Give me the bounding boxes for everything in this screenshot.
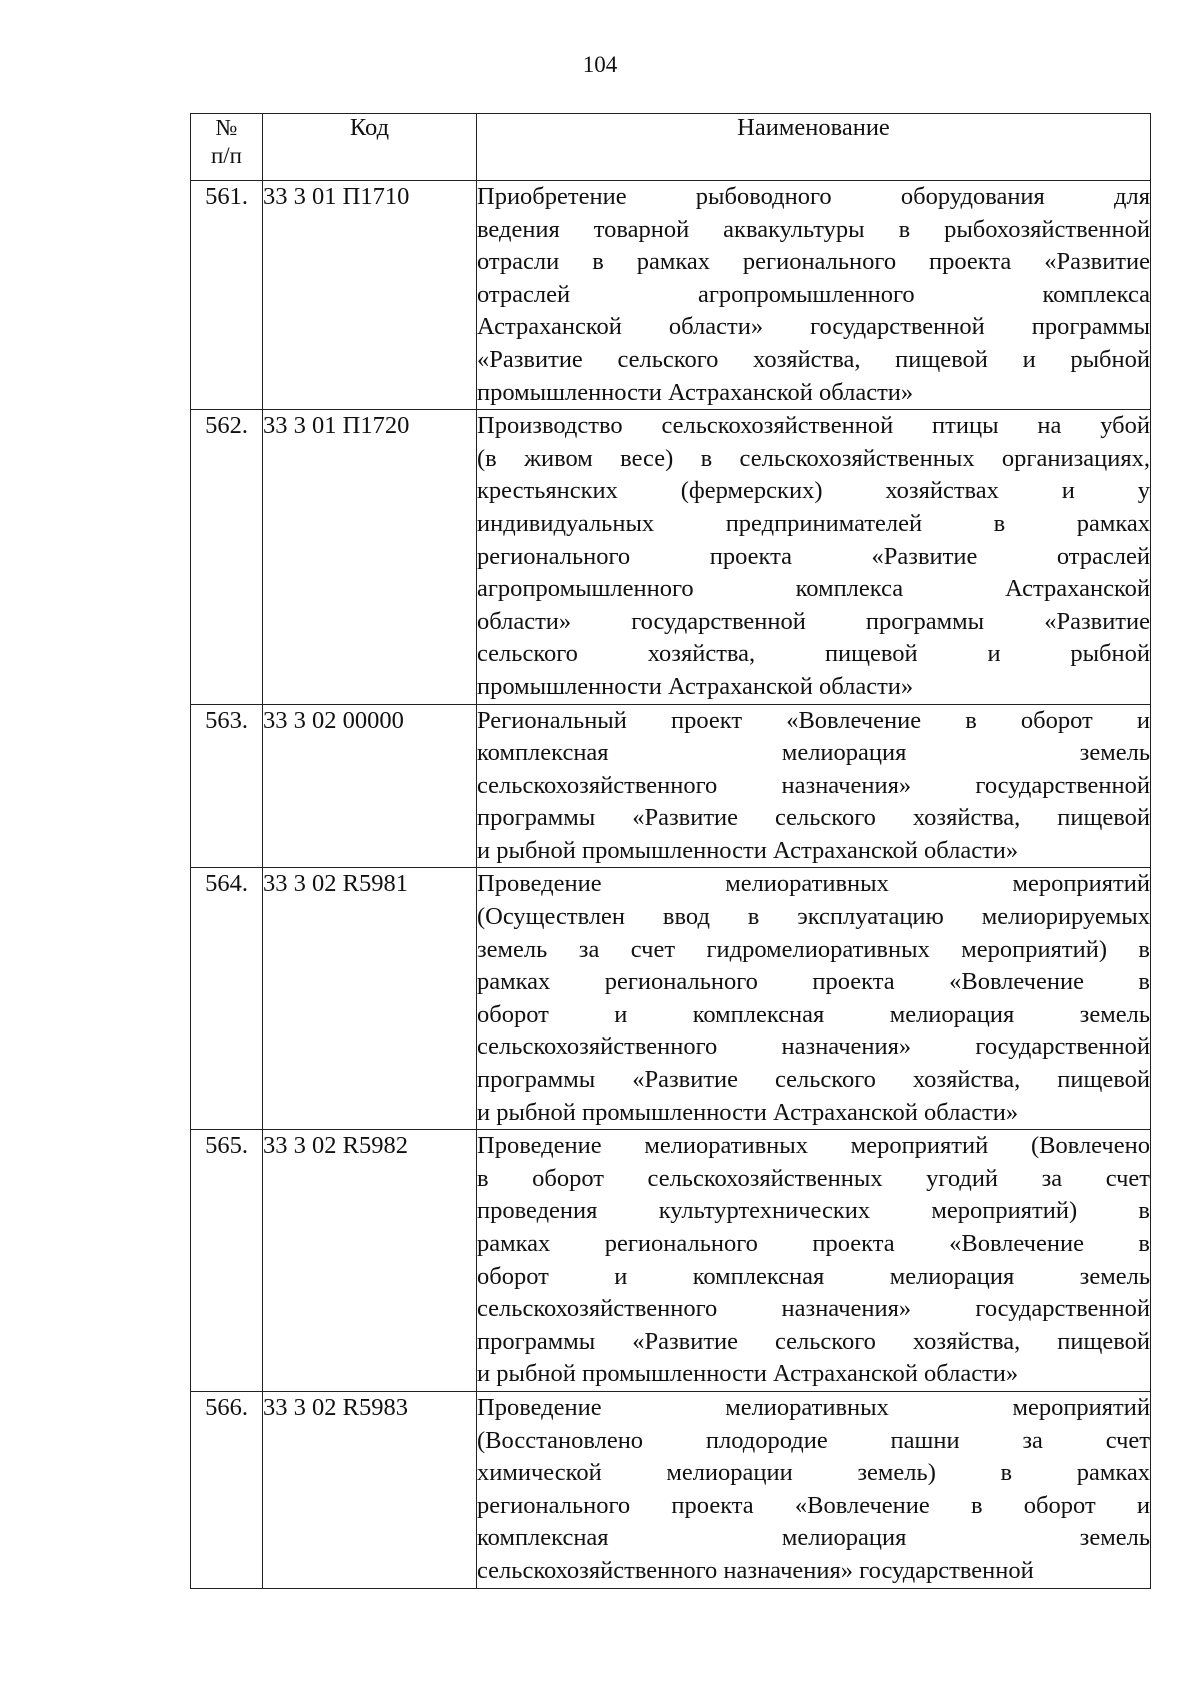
- row-code: 33 3 01 П1710: [263, 181, 477, 410]
- table-row: [191, 704, 1151, 868]
- row-name-line: и рыбной промышленности Астраханской области»: [477, 1360, 1019, 1388]
- row-name-line: Проведение мелиоративных мероприятий: [477, 1393, 1150, 1421]
- row-name-line: «Развитие сельского хозяйства, пищевой и рыбной: [477, 345, 1150, 373]
- row-number: 561.: [191, 181, 263, 410]
- row-name-line: оборот и комплексная мелиорация земель: [477, 1000, 1150, 1028]
- row-name-line: сельскохозяйственного назначения» государственной: [477, 771, 1150, 799]
- row-name-line: промышленности Астраханской области»: [477, 378, 914, 406]
- row-name-line: сельскохозяйственного назначения» государственной: [477, 1033, 1150, 1061]
- row-name-line: проведения культуртехнических мероприятий) в: [477, 1197, 1150, 1225]
- row-name-line: отрасли в рамках регионального проекта «Развитие: [477, 248, 1150, 276]
- row-name-line: регионального проекта «Развитие отраслей: [477, 542, 1150, 570]
- row-name-line: и рыбной промышленности Астраханской области»: [477, 836, 1019, 864]
- table-row: [191, 1391, 1151, 1588]
- row-name-line: Производство сельскохозяйственной птицы на убой: [477, 412, 1150, 440]
- row-name-line: сельскохозяйственного назначения» государственной: [477, 1295, 1150, 1323]
- table-row: [191, 181, 1151, 410]
- table-row: [191, 1130, 1151, 1392]
- row-name-line: регионального проекта «Вовлечение в оборот и: [477, 1491, 1150, 1519]
- row-name-line: сельскохозяйственного назначения» государственной: [477, 1556, 1034, 1584]
- row-name-line: области» государственной программы «Развитие: [477, 607, 1150, 635]
- row-name-line: земель за счет гидромелиоративных мероприятий) в: [477, 935, 1150, 963]
- row-name-line: промышленности Астраханской области»: [477, 672, 914, 700]
- row-name-line: Проведение мелиоративных мероприятий: [477, 870, 1150, 898]
- row-number: 563.: [191, 704, 263, 868]
- row-name: [477, 1130, 1151, 1392]
- header-name: Наименование: [477, 114, 1151, 181]
- row-name-line: (Восстановлено плодородие пашни за счет: [477, 1426, 1150, 1454]
- row-name-line: в оборот сельскохозяйственных угодий за счет: [477, 1164, 1150, 1192]
- row-name: [477, 410, 1151, 704]
- row-number: 565.: [191, 1130, 263, 1392]
- page-number: 104: [582, 52, 618, 77]
- row-number: 566.: [191, 1391, 263, 1588]
- table-header-row: [191, 114, 1151, 181]
- row-name-line: (Осуществлен ввод в эксплуатацию мелиорируемых: [477, 903, 1150, 931]
- row-name-line: рамках регионального проекта «Вовлечение в: [477, 1230, 1150, 1257]
- row-code: 33 3 02 R5981: [263, 868, 477, 1130]
- row-name-line: Проведение мелиоративных мероприятий (Вовлечено: [477, 1132, 1150, 1160]
- row-name-line: рамках регионального проекта «Вовлечение в: [477, 968, 1150, 996]
- table-row: [191, 410, 1151, 704]
- header-code: Код: [263, 114, 477, 181]
- row-name-line: комплексная мелиорация земель: [477, 739, 1150, 767]
- row-code: 33 3 01 П1720: [263, 410, 477, 704]
- row-number: 564.: [191, 868, 263, 1130]
- table-row: [191, 868, 1151, 1130]
- row-name: [477, 1391, 1151, 1588]
- row-name-line: крестьянских (фермерских) хозяйствах и у: [477, 477, 1150, 505]
- row-name-line: Астраханской области» государственной программы: [477, 313, 1150, 341]
- row-name-line: ведения товарной аквакультуры в рыбохозяйственной: [477, 215, 1150, 243]
- row-name-line: сельского хозяйства, пищевой и рыбной: [477, 640, 1150, 668]
- row-number: 562.: [191, 410, 263, 704]
- row-name-line: комплексная мелиорация земель: [477, 1524, 1150, 1552]
- row-code: 33 3 02 00000: [263, 704, 477, 868]
- header-number-sign: №: [215, 115, 238, 140]
- row-name: [477, 704, 1151, 868]
- header-number-abbr: п/п: [210, 143, 242, 168]
- row-name-line: индивидуальных предпринимателей в рамках: [477, 509, 1150, 537]
- row-name: [477, 868, 1151, 1130]
- row-name-line: оборот и комплексная мелиорация земель: [477, 1262, 1150, 1290]
- row-name-line: агропромышленного комплекса Астраханской: [477, 575, 1150, 603]
- row-name-line: программы «Развитие сельского хозяйства, пищевой: [477, 804, 1150, 832]
- row-name-line: Региональный проект «Вовлечение в оборот и: [477, 706, 1150, 734]
- row-name-line: программы «Развитие сельского хозяйства, пищевой: [477, 1327, 1150, 1355]
- table-body: [191, 181, 1151, 1589]
- row-name-line: химической мелиорации земель) в рамках: [477, 1459, 1150, 1487]
- row-name-line: и рыбной промышленности Астраханской области»: [477, 1098, 1019, 1126]
- row-code: 33 3 02 R5982: [263, 1130, 477, 1392]
- row-name-line: отраслей агропромышленного комплекса: [477, 280, 1150, 308]
- row-code: 33 3 02 R5983: [263, 1391, 477, 1588]
- row-name-line: Приобретение рыбоводного оборудования для: [477, 183, 1150, 210]
- header-number: [191, 114, 263, 181]
- row-name-line: (в живом весе) в сельскохозяйственных организациях,: [477, 444, 1150, 472]
- row-name-line: программы «Развитие сельского хозяйства, пищевой: [477, 1066, 1150, 1094]
- row-name: [477, 181, 1151, 410]
- budget-classification-table: [190, 113, 1151, 1589]
